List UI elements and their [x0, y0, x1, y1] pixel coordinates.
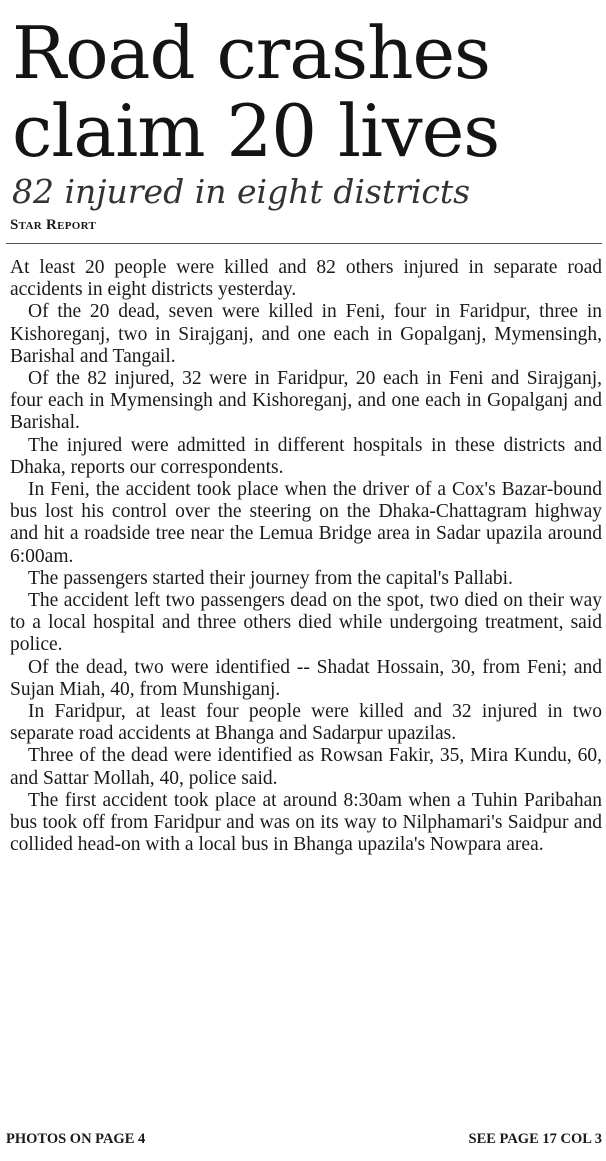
- article-body: [6, 257, 602, 856]
- paragraph: The injured were admitted in different hospitals in these districts and Dhaka, reports our correspondents.: [10, 434, 602, 478]
- paragraph: Of the 82 injured, 32 were in Faridpur, 20 each in Feni and Sirajganj, four each in Mymensingh and Kishoreganj, and one each in Gopalganj and Barishal.: [10, 368, 602, 434]
- divider-rule: [6, 243, 602, 244]
- headline-line-1: Road crashes: [12, 11, 491, 95]
- subheadline: 82 injured in eight districts: [12, 172, 471, 211]
- news-article: [6, 0, 602, 1161]
- paragraph: The accident left two passengers dead on the spot, two died on their way to a local hospital and three others died while undergoing treatment, said police.: [10, 590, 602, 656]
- paragraph: At least 20 people were killed and 82 others injured in separate road accidents in eight districts yesterday.: [10, 257, 602, 301]
- paragraph: Of the dead, two were identified -- Shadat Hossain, 30, from Feni; and Sujan Miah, 40, from Munshiganj.: [10, 656, 602, 700]
- paragraph: In Feni, the accident took place when the driver of a Cox's Bazar-bound bus lost his control over the steering on the Dhaka-Chattagram highway and hit a roadside tree near the Lemua Bridge area in Sadar upazila around 6:00am.: [10, 479, 602, 567]
- headline: [6, 0, 602, 173]
- article-footer: [6, 1130, 602, 1148]
- paragraph: The first accident took place at around 8:30am when a Tuhin Paribahan bus took off from Faridpur and was on its way to Nilphamari's Saidpur and collided head-on with a local bus in Bhanga upazila's Nowpara area.: [10, 789, 602, 856]
- photos-reference: PHOTOS ON PAGE 4: [6, 1131, 146, 1147]
- paragraph: The passengers started their journey from the capital's Pallabi.: [28, 567, 513, 589]
- headline-line-2: claim 20 lives: [12, 89, 500, 173]
- paragraph: In Faridpur, at least four people were killed and 32 injured in two separate road accidents at Bhanga and Sadarpur upazilas.: [10, 701, 602, 745]
- paragraph: Three of the dead were identified as Rowsan Fakir, 35, Mira Kundu, 60, and Sattar Mollah, 40, police said.: [10, 745, 602, 789]
- paragraph: Of the 20 dead, seven were killed in Feni, four in Faridpur, three in Kishoreganj, two in Sirajganj, and one each in Gopalganj, Mymensingh, Barishal and Tangail.: [10, 301, 602, 367]
- byline: Star Report: [10, 217, 97, 233]
- continuation-reference: SEE PAGE 17 COL 3: [468, 1131, 602, 1147]
